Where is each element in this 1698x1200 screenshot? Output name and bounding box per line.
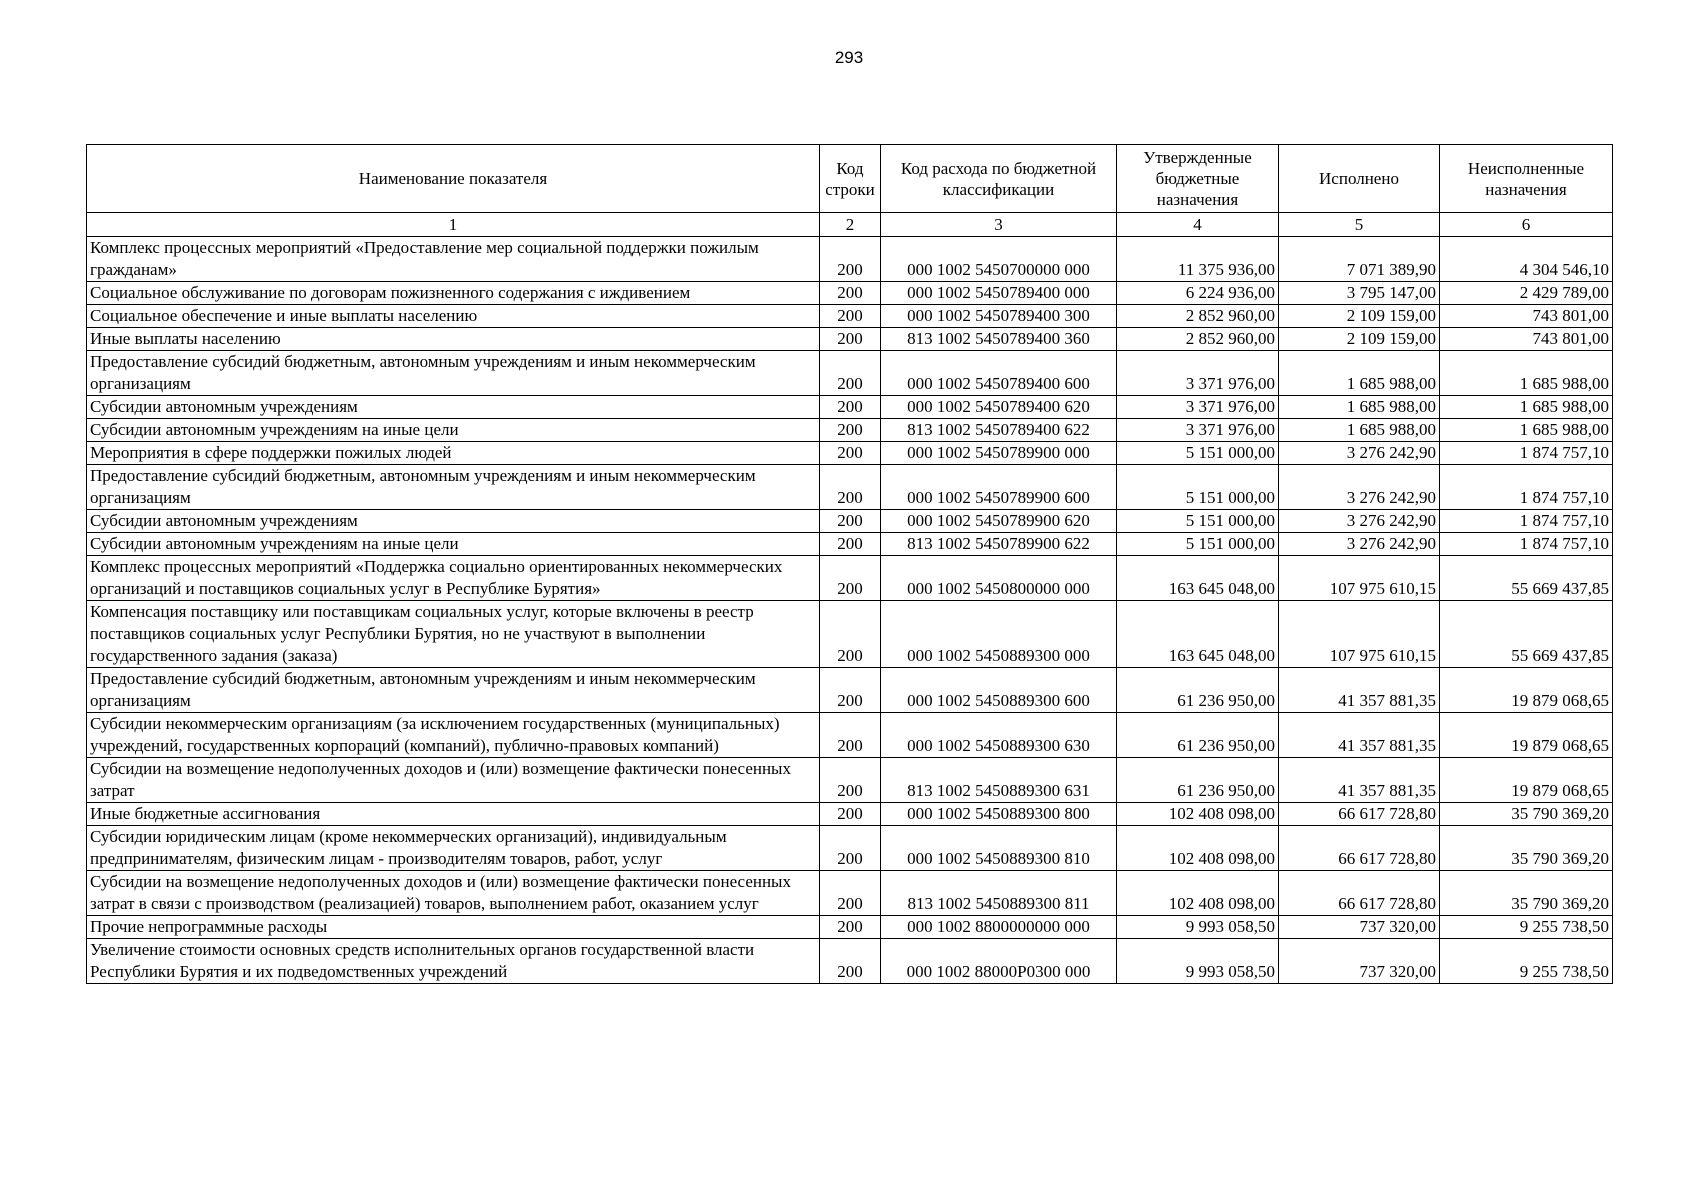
row-line-code: 200	[820, 826, 881, 871]
table-row	[87, 351, 1613, 396]
table-row	[87, 282, 1613, 305]
row-executed: 1 685 988,00	[1279, 351, 1440, 396]
row-name: Субсидии автономным учреждениям	[87, 510, 820, 533]
row-unexecuted: 1 685 988,00	[1440, 419, 1613, 442]
row-name: Комплекс процессных мероприятий «Предоставление мер социальной поддержки пожилым гражданам»	[87, 237, 820, 282]
header-approved: Утвержденные бюджетные назначения	[1117, 145, 1279, 213]
table-row	[87, 237, 1613, 282]
row-name: Предоставление субсидий бюджетным, автономным учреждениям и иным некоммерческим организациям	[87, 351, 820, 396]
table-row	[87, 939, 1613, 984]
row-approved: 102 408 098,00	[1117, 803, 1279, 826]
row-approved: 3 371 976,00	[1117, 396, 1279, 419]
table-row	[87, 826, 1613, 871]
row-unexecuted: 35 790 369,20	[1440, 803, 1613, 826]
row-approved: 5 151 000,00	[1117, 465, 1279, 510]
column-number: 5	[1279, 213, 1440, 237]
row-line-code: 200	[820, 939, 881, 984]
row-unexecuted: 35 790 369,20	[1440, 871, 1613, 916]
row-approved: 2 852 960,00	[1117, 328, 1279, 351]
row-unexecuted: 1 685 988,00	[1440, 396, 1613, 419]
row-unexecuted: 19 879 068,65	[1440, 713, 1613, 758]
header-expense-code: Код расхода по бюджетной классификации	[881, 145, 1117, 213]
row-expense-code: 813 1002 5450889300 631	[881, 758, 1117, 803]
row-approved: 9 993 058,50	[1117, 916, 1279, 939]
row-line-code: 200	[820, 871, 881, 916]
table-row	[87, 601, 1613, 668]
row-name: Компенсация поставщику или поставщикам социальных услуг, которые включены в реестр поставщиков социальных услуг Республики Бурятия, но не участвуют в выполнении государственного задания (заказа)	[87, 601, 820, 668]
row-unexecuted: 55 669 437,85	[1440, 556, 1613, 601]
row-executed: 3 276 242,90	[1279, 533, 1440, 556]
row-line-code: 200	[820, 305, 881, 328]
table-row	[87, 328, 1613, 351]
header-unexecuted: Неисполненные назначения	[1440, 145, 1613, 213]
row-expense-code: 000 1002 5450700000 000	[881, 237, 1117, 282]
table-row	[87, 396, 1613, 419]
row-expense-code: 813 1002 5450789400 360	[881, 328, 1117, 351]
row-expense-code: 813 1002 5450889300 811	[881, 871, 1117, 916]
row-line-code: 200	[820, 713, 881, 758]
row-name: Иные выплаты населению	[87, 328, 820, 351]
table-row	[87, 510, 1613, 533]
table-row	[87, 442, 1613, 465]
row-line-code: 200	[820, 916, 881, 939]
row-line-code: 200	[820, 465, 881, 510]
table-row	[87, 419, 1613, 442]
row-executed: 66 617 728,80	[1279, 871, 1440, 916]
row-line-code: 200	[820, 803, 881, 826]
row-unexecuted: 1 874 757,10	[1440, 510, 1613, 533]
row-unexecuted: 2 429 789,00	[1440, 282, 1613, 305]
row-unexecuted: 55 669 437,85	[1440, 601, 1613, 668]
table-row	[87, 713, 1613, 758]
row-executed: 41 357 881,35	[1279, 668, 1440, 713]
row-name: Социальное обслуживание по договорам пожизненного содержания с иждивением	[87, 282, 820, 305]
row-unexecuted: 743 801,00	[1440, 305, 1613, 328]
row-unexecuted: 743 801,00	[1440, 328, 1613, 351]
row-expense-code: 813 1002 5450789400 622	[881, 419, 1117, 442]
row-executed: 737 320,00	[1279, 916, 1440, 939]
row-executed: 41 357 881,35	[1279, 758, 1440, 803]
row-expense-code: 000 1002 5450800000 000	[881, 556, 1117, 601]
row-unexecuted: 4 304 546,10	[1440, 237, 1613, 282]
column-number: 6	[1440, 213, 1613, 237]
row-approved: 3 371 976,00	[1117, 351, 1279, 396]
row-approved: 163 645 048,00	[1117, 556, 1279, 601]
row-approved: 5 151 000,00	[1117, 533, 1279, 556]
column-number: 2	[820, 213, 881, 237]
row-executed: 66 617 728,80	[1279, 826, 1440, 871]
row-approved: 2 852 960,00	[1117, 305, 1279, 328]
row-executed: 3 276 242,90	[1279, 465, 1440, 510]
row-executed: 3 276 242,90	[1279, 510, 1440, 533]
table-row	[87, 668, 1613, 713]
row-expense-code: 000 1002 5450789900 600	[881, 465, 1117, 510]
row-line-code: 200	[820, 351, 881, 396]
row-expense-code: 000 1002 5450889300 000	[881, 601, 1117, 668]
row-unexecuted: 35 790 369,20	[1440, 826, 1613, 871]
row-expense-code: 000 1002 5450789900 620	[881, 510, 1117, 533]
row-name: Увеличение стоимости основных средств исполнительных органов государственной власти Республики Бурятия и их подведомственных учреждений	[87, 939, 820, 984]
row-approved: 61 236 950,00	[1117, 668, 1279, 713]
row-executed: 1 685 988,00	[1279, 419, 1440, 442]
row-unexecuted: 1 685 988,00	[1440, 351, 1613, 396]
row-executed: 3 795 147,00	[1279, 282, 1440, 305]
row-executed: 2 109 159,00	[1279, 328, 1440, 351]
row-name: Предоставление субсидий бюджетным, автономным учреждениям и иным некоммерческим организациям	[87, 668, 820, 713]
row-name: Субсидии автономным учреждениям на иные цели	[87, 533, 820, 556]
row-approved: 163 645 048,00	[1117, 601, 1279, 668]
row-executed: 3 276 242,90	[1279, 442, 1440, 465]
table-row	[87, 803, 1613, 826]
row-expense-code: 000 1002 5450789900 000	[881, 442, 1117, 465]
header-line-code: Код строки	[820, 145, 881, 213]
row-name: Субсидии автономным учреждениям	[87, 396, 820, 419]
row-expense-code: 000 1002 88000P0300 000	[881, 939, 1117, 984]
row-line-code: 200	[820, 419, 881, 442]
page-number: 293	[834, 48, 864, 67]
row-line-code: 200	[820, 282, 881, 305]
row-executed: 737 320,00	[1279, 939, 1440, 984]
row-line-code: 200	[820, 556, 881, 601]
row-name: Иные бюджетные ассигнования	[87, 803, 820, 826]
row-line-code: 200	[820, 758, 881, 803]
row-unexecuted: 1 874 757,10	[1440, 533, 1613, 556]
row-unexecuted: 1 874 757,10	[1440, 442, 1613, 465]
row-executed: 41 357 881,35	[1279, 713, 1440, 758]
row-line-code: 200	[820, 510, 881, 533]
row-name: Прочие непрограммные расходы	[87, 916, 820, 939]
table-row	[87, 305, 1613, 328]
row-line-code: 200	[820, 442, 881, 465]
row-expense-code: 000 1002 5450789400 600	[881, 351, 1117, 396]
row-name: Субсидии на возмещение недополученных доходов и (или) возмещение фактически понесенных затрат	[87, 758, 820, 803]
row-expense-code: 000 1002 5450889300 600	[881, 668, 1117, 713]
row-line-code: 200	[820, 237, 881, 282]
row-executed: 2 109 159,00	[1279, 305, 1440, 328]
row-line-code: 200	[820, 533, 881, 556]
column-number: 4	[1117, 213, 1279, 237]
row-expense-code: 000 1002 5450789400 300	[881, 305, 1117, 328]
row-executed: 7 071 389,90	[1279, 237, 1440, 282]
row-unexecuted: 9 255 738,50	[1440, 916, 1613, 939]
row-name: Комплекс процессных мероприятий «Поддержка социально ориентированных некоммерческих организаций и поставщиков социальных услуг в Республике Бурятия»	[87, 556, 820, 601]
row-approved: 61 236 950,00	[1117, 758, 1279, 803]
row-executed: 107 975 610,15	[1279, 556, 1440, 601]
row-approved: 3 371 976,00	[1117, 419, 1279, 442]
row-approved: 6 224 936,00	[1117, 282, 1279, 305]
header-name: Наименование показателя	[87, 145, 820, 213]
table-row	[87, 916, 1613, 939]
row-approved: 5 151 000,00	[1117, 442, 1279, 465]
row-executed: 107 975 610,15	[1279, 601, 1440, 668]
row-expense-code: 000 1002 5450789400 000	[881, 282, 1117, 305]
table-row	[87, 533, 1613, 556]
column-number: 1	[87, 213, 820, 237]
row-name: Мероприятия в сфере поддержки пожилых людей	[87, 442, 820, 465]
row-approved: 5 151 000,00	[1117, 510, 1279, 533]
row-unexecuted: 1 874 757,10	[1440, 465, 1613, 510]
row-expense-code: 000 1002 8800000000 000	[881, 916, 1117, 939]
budget-report-table	[86, 144, 1613, 984]
row-approved: 61 236 950,00	[1117, 713, 1279, 758]
header-executed: Исполнено	[1279, 145, 1440, 213]
row-expense-code: 000 1002 5450889300 800	[881, 803, 1117, 826]
row-name: Субсидии юридическим лицам (кроме некоммерческих организаций), индивидуальным предпринимателям, физическим лицам - производителям товаров, работ, услуг	[87, 826, 820, 871]
table-row	[87, 465, 1613, 510]
row-expense-code: 000 1002 5450789400 620	[881, 396, 1117, 419]
row-name: Социальное обеспечение и иные выплаты населению	[87, 305, 820, 328]
row-approved: 9 993 058,50	[1117, 939, 1279, 984]
row-unexecuted: 19 879 068,65	[1440, 668, 1613, 713]
row-unexecuted: 9 255 738,50	[1440, 939, 1613, 984]
row-name: Предоставление субсидий бюджетным, автономным учреждениям и иным некоммерческим организациям	[87, 465, 820, 510]
row-line-code: 200	[820, 668, 881, 713]
row-approved: 102 408 098,00	[1117, 871, 1279, 916]
table-body	[87, 237, 1613, 984]
row-approved: 11 375 936,00	[1117, 237, 1279, 282]
table-row	[87, 871, 1613, 916]
row-name: Субсидии на возмещение недополученных доходов и (или) возмещение фактически понесенных затрат в связи с производством (реализацией) товаров, выполнением работ, оказанием услуг	[87, 871, 820, 916]
column-number: 3	[881, 213, 1117, 237]
row-unexecuted: 19 879 068,65	[1440, 758, 1613, 803]
column-numbers-row	[87, 213, 1613, 237]
row-name: Субсидии некоммерческим организациям (за исключением государственных (муниципальных) учреждений, государственных корпораций (компаний), публично-правовых компаний)	[87, 713, 820, 758]
row-executed: 66 617 728,80	[1279, 803, 1440, 826]
table-row	[87, 758, 1613, 803]
row-approved: 102 408 098,00	[1117, 826, 1279, 871]
row-expense-code: 000 1002 5450889300 630	[881, 713, 1117, 758]
row-line-code: 200	[820, 396, 881, 419]
row-executed: 1 685 988,00	[1279, 396, 1440, 419]
row-expense-code: 813 1002 5450789900 622	[881, 533, 1117, 556]
row-line-code: 200	[820, 601, 881, 668]
row-expense-code: 000 1002 5450889300 810	[881, 826, 1117, 871]
row-name: Субсидии автономным учреждениям на иные цели	[87, 419, 820, 442]
row-line-code: 200	[820, 328, 881, 351]
table-header-row	[87, 145, 1613, 213]
table-row	[87, 556, 1613, 601]
